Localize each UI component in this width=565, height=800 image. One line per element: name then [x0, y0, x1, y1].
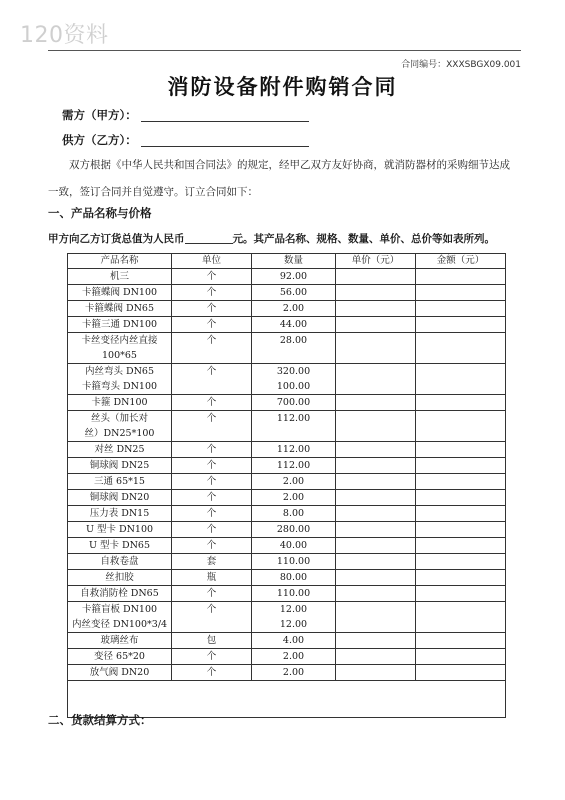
cell-unit-price [336, 395, 416, 411]
header-rule [48, 50, 521, 51]
table-body [68, 269, 506, 718]
table-row [68, 411, 506, 442]
col-header-name: 产品名称 [68, 254, 172, 269]
cell-amount [416, 333, 506, 364]
cell-amount [416, 285, 506, 301]
table-row [68, 586, 506, 602]
cell-product-name [68, 506, 172, 522]
cell-unit-price [336, 364, 416, 395]
contract-number: 合同编号：XXXSBGX09.001 [401, 60, 521, 70]
cell-unit: 个 [172, 490, 252, 506]
product-name-line: 卡箍 DN100 [91, 397, 148, 408]
cell-product-name [68, 442, 172, 458]
cell-unit: 个 [172, 364, 252, 395]
cell-amount [416, 395, 506, 411]
table-row [68, 538, 506, 554]
cell-unit: 个 [172, 538, 252, 554]
cell-unit-price [336, 602, 416, 633]
cell-unit-price [336, 506, 416, 522]
cell-unit-price [336, 665, 416, 681]
cell-quantity [252, 285, 336, 301]
cell-unit-price [336, 301, 416, 317]
cell-product-name [68, 301, 172, 317]
product-name-line: 卡箍三通 DN100 [81, 319, 158, 330]
cell-quantity [252, 333, 336, 364]
quantity-line: 2.00 [282, 303, 305, 314]
table-row [68, 269, 506, 285]
product-name-line: 内丝弯头 DN65 [84, 366, 155, 377]
party-b-line [62, 132, 309, 148]
cell-unit: 个 [172, 602, 252, 633]
cell-unit-price [336, 317, 416, 333]
product-name-line: 卡箍蝶阀 DN65 [84, 303, 155, 314]
quantity-line: 2.00 [282, 492, 305, 503]
cell-product-name [68, 474, 172, 490]
cell-unit-price [336, 649, 416, 665]
cell-amount [416, 474, 506, 490]
party-b-blank [141, 134, 309, 147]
cell-amount [416, 269, 506, 285]
quantity-line: 12.00 [279, 604, 308, 615]
section-2-heading: 二、货款结算方式： [48, 713, 152, 727]
cell-quantity [252, 442, 336, 458]
product-name-line: 铜球阀 DN25 [89, 460, 150, 471]
cell-unit: 个 [172, 395, 252, 411]
cell-product-name [68, 458, 172, 474]
cell-unit: 个 [172, 458, 252, 474]
cell-unit: 个 [172, 474, 252, 490]
product-name-line: 机三 [109, 271, 129, 282]
cell-unit: 个 [172, 333, 252, 364]
cell-unit: 个 [172, 269, 252, 285]
intro-paragraph: 双方根据《中华人民共和国合同法》的规定，经甲乙双方友好协商，就消防器材的采购细节达成一致，签订合同并自觉遵守。订立合同如下： [48, 159, 510, 198]
table-row [68, 506, 506, 522]
cell-quantity [252, 586, 336, 602]
watermark: 120资料 [20, 23, 109, 48]
quantity-line: 110.00 [276, 556, 311, 567]
col-header-amount: 金额（元） [416, 254, 506, 269]
cell-unit: 包 [172, 633, 252, 649]
cell-unit-price [336, 285, 416, 301]
quantity-line: 700.00 [276, 397, 311, 408]
table-row [68, 317, 506, 333]
cell-amount [416, 490, 506, 506]
product-name-line: 卡丝变径内丝直接 [81, 335, 158, 346]
cell-quantity [252, 395, 336, 411]
cell-product-name [68, 364, 172, 395]
product-name-line: 卡箍蝶阀 DN100 [81, 287, 158, 298]
cell-amount [416, 301, 506, 317]
cell-unit: 个 [172, 285, 252, 301]
cell-unit-price [336, 522, 416, 538]
quantity-line: 280.00 [276, 524, 311, 535]
product-name-line: 变径 65*20 [94, 651, 145, 662]
cell-product-name [68, 633, 172, 649]
product-name-line: 对丝 DN25 [94, 444, 145, 455]
cell-amount [416, 538, 506, 554]
product-name-line: 玻璃丝布 [100, 635, 139, 646]
product-name-line: 自救消防栓 DN65 [80, 588, 159, 599]
cell-unit: 个 [172, 301, 252, 317]
product-name-line: 压力表 DN15 [89, 508, 150, 519]
cell-quantity [252, 474, 336, 490]
cell-unit: 个 [172, 442, 252, 458]
cell-unit-price [336, 442, 416, 458]
cell-quantity [252, 317, 336, 333]
cell-quantity [252, 522, 336, 538]
quantity-line: 92.00 [279, 271, 308, 282]
product-name-line: 丝扣胶 [105, 572, 134, 583]
quantity-line: 40.00 [279, 540, 308, 551]
cell-quantity [252, 633, 336, 649]
table-row [68, 665, 506, 681]
cell-quantity [252, 411, 336, 442]
cell-unit: 个 [172, 665, 252, 681]
cell-unit-price [336, 474, 416, 490]
cell-product-name [68, 522, 172, 538]
cell-product-name [68, 269, 172, 285]
table-row [68, 602, 506, 633]
cell-unit: 个 [172, 522, 252, 538]
cell-unit: 个 [172, 506, 252, 522]
quantity-line: 112.00 [276, 413, 311, 424]
cell-product-name [68, 333, 172, 364]
table-row [68, 570, 506, 586]
cell-quantity [252, 269, 336, 285]
col-header-unit-price: 单价（元） [336, 254, 416, 269]
table-header-row [68, 254, 506, 269]
cell-amount [416, 554, 506, 570]
cell-unit-price [336, 570, 416, 586]
table-row [68, 285, 506, 301]
cell-quantity [252, 554, 336, 570]
cell-product-name [68, 317, 172, 333]
cell-quantity [252, 570, 336, 586]
cell-unit-price [336, 633, 416, 649]
cell-quantity [252, 458, 336, 474]
cell-product-name [68, 285, 172, 301]
cell-quantity [252, 490, 336, 506]
cell-amount [416, 602, 506, 633]
table-row [68, 442, 506, 458]
product-name-line: 卡箍盲板 DN100 [81, 604, 158, 615]
quantity-line: 112.00 [276, 460, 311, 471]
cell-unit-price [336, 586, 416, 602]
cell-unit-price [336, 269, 416, 285]
quantity-line: 2.00 [282, 476, 305, 487]
cell-product-name [68, 586, 172, 602]
cell-unit: 个 [172, 586, 252, 602]
cell-unit-price [336, 538, 416, 554]
quantity-line: 2.00 [282, 651, 305, 662]
order-value-sentence [48, 231, 495, 246]
table-row [68, 649, 506, 665]
section-1-heading: 一、产品名称与价格 [48, 206, 152, 220]
order-value-prefix: 甲方向乙方订货总值为人民币 [48, 233, 185, 245]
cell-amount [416, 442, 506, 458]
quantity-line: 2.00 [282, 667, 305, 678]
cell-product-name [68, 554, 172, 570]
cell-quantity [252, 649, 336, 665]
party-a-label: 需方（甲方）： [62, 108, 137, 122]
cell-unit-price [336, 458, 416, 474]
cell-unit: 个 [172, 411, 252, 442]
document-title: 消防设备附件购销合同 [167, 75, 398, 99]
quantity-line: 8.00 [282, 508, 305, 519]
quantity-line: 100.00 [276, 381, 311, 392]
cell-amount [416, 411, 506, 442]
quantity-line: 56.00 [279, 287, 308, 298]
cell-quantity [252, 506, 336, 522]
cell-amount [416, 665, 506, 681]
cell-quantity [252, 602, 336, 633]
product-name-line: 内丝变径 DN100*3/4 [71, 619, 168, 630]
cell-product-name [68, 538, 172, 554]
cell-unit: 套 [172, 554, 252, 570]
cell-product-name [68, 602, 172, 633]
product-name-line: 丝）DN25*100 [84, 428, 155, 439]
cell-quantity [252, 538, 336, 554]
product-table [67, 253, 506, 718]
product-name-line: 放气阀 DN20 [89, 667, 150, 678]
quantity-line: 44.00 [279, 319, 308, 330]
cell-unit-price [336, 333, 416, 364]
product-name-line: 自救卷盘 [100, 556, 139, 567]
cell-amount [416, 633, 506, 649]
order-value-suffix: 元。其产品名称、规格、数量、单价、总价等如表所列。 [232, 233, 495, 245]
cell-unit-price [336, 554, 416, 570]
table-row [68, 301, 506, 317]
table-row [68, 490, 506, 506]
table-row [68, 364, 506, 395]
table-row [68, 333, 506, 364]
cell-amount [416, 364, 506, 395]
quantity-line: 110.00 [276, 588, 311, 599]
col-header-qty: 数量 [252, 254, 336, 269]
cell-product-name [68, 490, 172, 506]
cell-amount [416, 458, 506, 474]
quantity-line: 4.00 [282, 635, 305, 646]
cell-amount [416, 522, 506, 538]
cell-unit-price [336, 490, 416, 506]
col-header-unit: 单位 [172, 254, 252, 269]
cell-product-name [68, 649, 172, 665]
party-b-label: 供方（乙方）： [62, 133, 137, 147]
quantity-line: 320.00 [276, 366, 311, 377]
product-name-line: 三通 65*15 [94, 476, 145, 487]
product-name-line: 卡箍弯头 DN100 [81, 381, 158, 392]
cell-quantity [252, 665, 336, 681]
cell-amount [416, 586, 506, 602]
cell-amount [416, 570, 506, 586]
quantity-line: 80.00 [279, 572, 308, 583]
cell-product-name [68, 395, 172, 411]
product-name-line: U 型卡 DN100 [85, 524, 154, 535]
cell-quantity [252, 364, 336, 395]
quantity-line: 112.00 [276, 444, 311, 455]
quantity-line: 28.00 [279, 335, 308, 346]
cell-unit: 瓶 [172, 570, 252, 586]
cell-product-name [68, 665, 172, 681]
cell-product-name [68, 570, 172, 586]
cell-unit-price [336, 411, 416, 442]
party-a-line [62, 107, 309, 123]
cell-product-name [68, 411, 172, 442]
amount-blank [185, 232, 233, 244]
quantity-line: 12.00 [279, 619, 308, 630]
cell-amount [416, 506, 506, 522]
table-row [68, 522, 506, 538]
cell-amount [416, 649, 506, 665]
table-row [68, 474, 506, 490]
cell-amount [416, 317, 506, 333]
product-name-line: 铜球阀 DN20 [89, 492, 150, 503]
cell-unit: 个 [172, 317, 252, 333]
table-row [68, 458, 506, 474]
cell-quantity [252, 301, 336, 317]
party-a-blank [141, 109, 309, 122]
table-row [68, 633, 506, 649]
product-name-line: 100*65 [102, 350, 137, 361]
cell-unit: 个 [172, 649, 252, 665]
table-row [68, 395, 506, 411]
product-name-line: 丝头（加长对 [90, 413, 148, 424]
table-row [68, 554, 506, 570]
product-name-line: U 型卡 DN65 [88, 540, 151, 551]
